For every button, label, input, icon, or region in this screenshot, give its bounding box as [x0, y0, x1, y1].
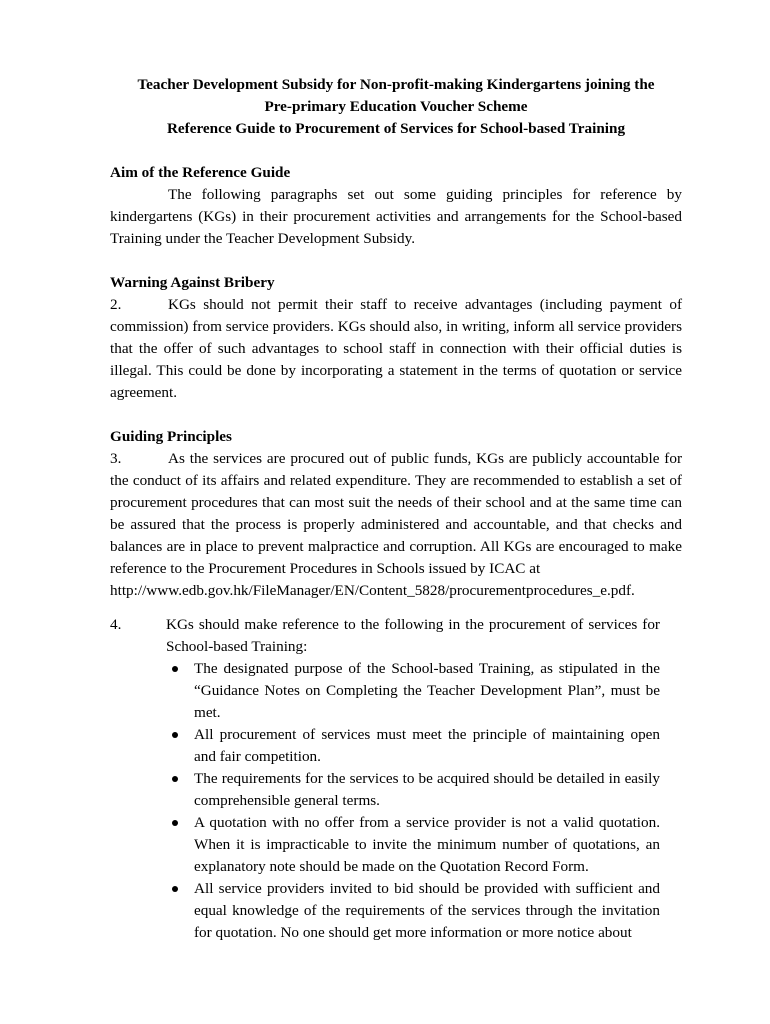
- bullet-icon: [172, 666, 178, 672]
- principles-paragraph: [110, 448, 682, 580]
- principles-text: As the services are procured out of public funds, KGs are publicly accountable for the conduct of its affairs and related expenditure. They are recommended to establish a set of procurement procedures that can most suit the needs of their school and at the same time can be assured that the process is properly administered and accountable, and that checks and balances are in place to prevent malpractice and corruption. All KGs are encouraged to make reference to the Procurement Procedures in Schools issued by ICAC at: [110, 450, 682, 577]
- list-item: A quotation with no offer from a service provider is not a valid quotation. When it is impracticable to invite the minimum number of quotations, an explanatory note should be made on the Quotation Record Form.: [166, 812, 660, 878]
- title-line-1: Teacher Development Subsidy for Non-profit-making Kindergartens joining the: [137, 76, 655, 93]
- bullet-icon: [172, 886, 178, 892]
- paragraph-number-4: 4.: [110, 616, 122, 633]
- list-item: All procurement of services must meet the principle of maintaining open and fair competition.: [166, 724, 660, 768]
- paragraph-4: [110, 614, 660, 944]
- aim-paragraph: The following paragraphs set out some guiding principles for reference by kindergartens (KGs) in their procurement activities and arrangements for the School-based Training under the Teacher Development Subsidy.: [110, 186, 682, 247]
- list-item: All service providers invited to bid should be provided with sufficient and equal knowledge of the requirements of the services through the invitation for quotation. No one should get more information or more notice about: [166, 878, 660, 944]
- title-line-2: Pre-primary Education Voucher Scheme: [264, 98, 528, 115]
- section-guiding-principles: [110, 426, 682, 602]
- principles-heading: Guiding Principles: [110, 428, 232, 445]
- bullet-icon: [172, 776, 178, 782]
- icac-procurement-link[interactable]: http://www.edb.gov.hk/FileManager/EN/Content_5828/procurementprocedures_e.pdf.: [110, 582, 635, 599]
- bribery-heading: Warning Against Bribery: [110, 274, 275, 291]
- list-item: The designated purpose of the School-based Training, as stipulated in the “Guidance Notes on Completing the Teacher Development Plan”, must be met.: [166, 658, 660, 724]
- section-aim: [110, 162, 682, 250]
- bullet-icon: [172, 820, 178, 826]
- bribery-paragraph: [110, 294, 682, 404]
- bullet-list: [166, 658, 660, 944]
- bribery-text: KGs should not permit their staff to receive advantages (including payment of commission) from service providers. KGs should also, in writing, inform all service providers that the offer of such advantages to school staff in connection with their official duties is illegal. This could be done by incorporating a statement in the terms of quotation or service agreement.: [110, 296, 682, 401]
- list-item: The requirements for the services to be acquired should be detailed in easily comprehensible general terms.: [166, 768, 660, 812]
- section-bribery: [110, 272, 682, 404]
- document-title: [110, 74, 682, 140]
- aim-heading: Aim of the Reference Guide: [110, 164, 291, 181]
- title-line-3: Reference Guide to Procurement of Services for School-based Training: [166, 120, 626, 137]
- paragraph-number-3: 3.: [110, 450, 122, 467]
- paragraph-number-2: 2.: [110, 296, 122, 313]
- bullet-icon: [172, 732, 178, 738]
- document-page: [110, 74, 682, 944]
- paragraph-4-intro: KGs should make reference to the following in the procurement of services for School-based Training:: [166, 616, 660, 655]
